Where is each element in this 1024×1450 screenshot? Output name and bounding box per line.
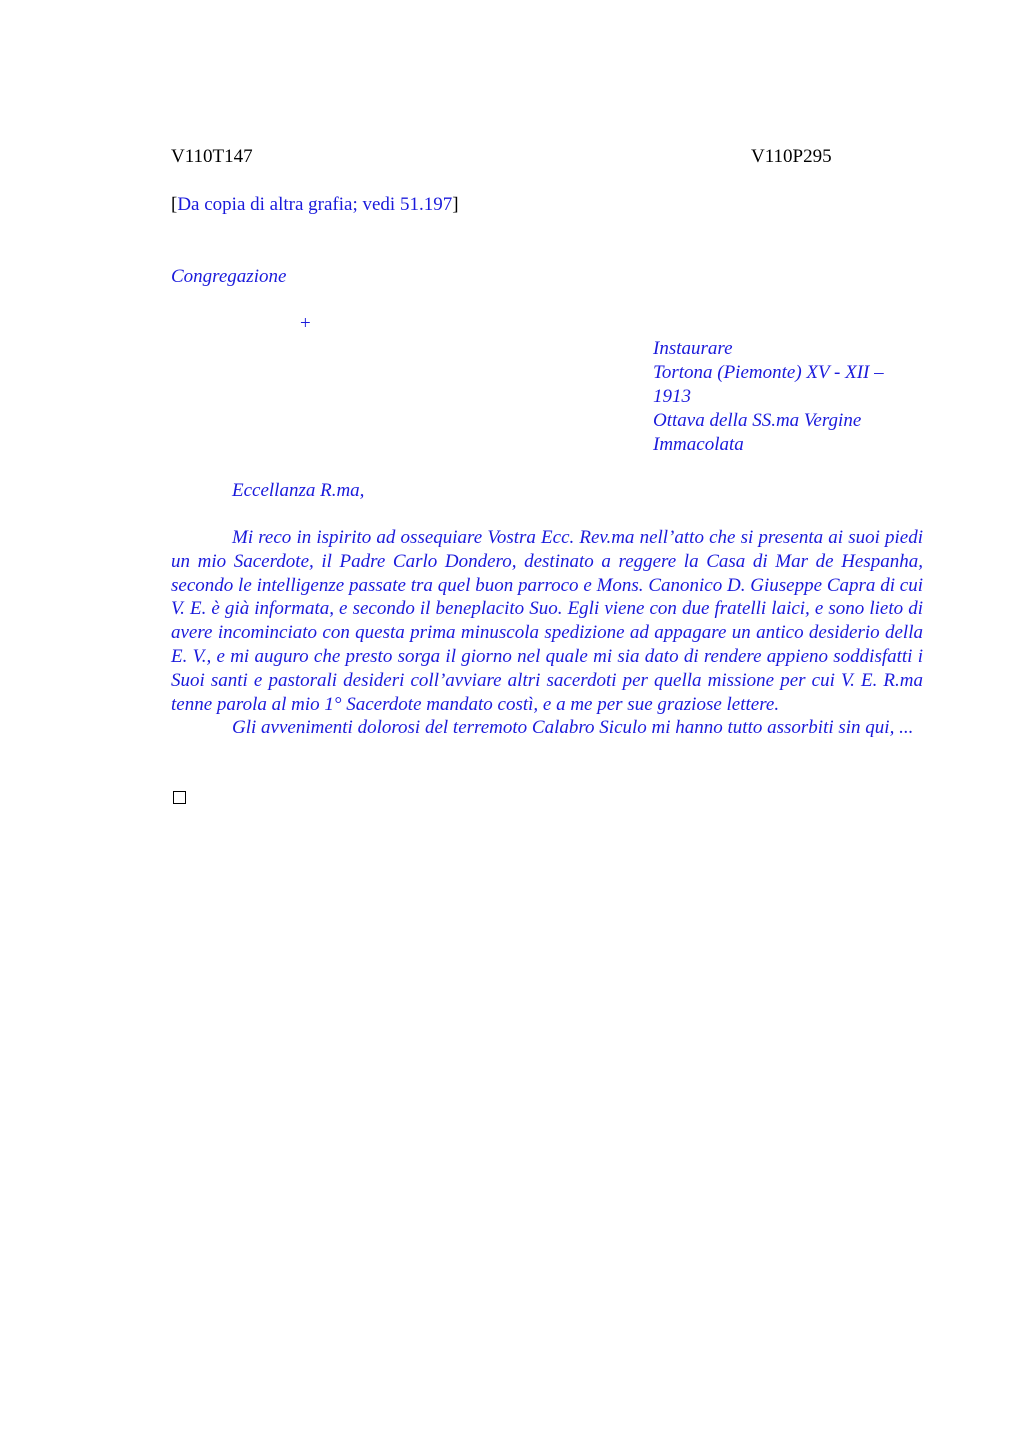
letter-paragraph-1: Mi reco in ispirito ad ossequiare Vostra Ecc. Rev.ma nell’atto che si presenta ai suoi piedi un mio Sacerdote, il Padre Carlo Dondero, destinato a reggere la Casa di Mar de Hespanha, secondo le intelligenze passate tra quel buon parroco e Mons. Canonico D. Giuseppe Capra di cui V. E. è già informata, e secondo il beneplacito Suo. Egli viene con due fratelli laici, e sono lieto di avere incominciato con questa prima minuscola spedizione ad appagare un antico desiderio della E. V., e mi auguro che presto sorga il giorno nel quale mi sia dato di rendere appieno soddisfatti i Suoi santi e pastorali desideri coll’avviare altri sacerdoti per quella missione per cui V. E. R.ma tenne parola al mio 1° Sacerdote mandato costì, e a me per sue graziose lettere. [171,527,923,715]
letter-paragraph-2: Gli avvenimenti dolorosi del terremoto Calabro Siculo mi hanno tutto assorbiti sin qui, ... [232,717,914,739]
date-line-feast-cont: Immacolata [653,434,744,455]
date-line-feast: Ottava della SS.ma Vergine [653,410,862,431]
document-code-left: V110T147 [171,146,253,167]
cross-symbol: + [300,313,311,334]
date-line-year: 1913 [653,386,691,407]
date-line-motto: Instaurare [653,338,733,359]
note-close-bracket: ] [452,194,459,215]
letter-salutation: Eccellanza R.ma, [232,480,365,501]
source-note [171,194,459,216]
date-line-place: Tortona (Piemonte) XV - XII – [653,362,884,383]
congregation-heading: Congregazione [171,266,287,287]
date-block [653,337,923,457]
end-of-text-box-icon [173,791,186,804]
letter-body [171,526,923,740]
note-open-bracket: [ [171,194,178,215]
document-code-right: V110P295 [751,146,832,167]
note-text: Da copia di altra grafia; vedi 51.197 [177,194,453,215]
